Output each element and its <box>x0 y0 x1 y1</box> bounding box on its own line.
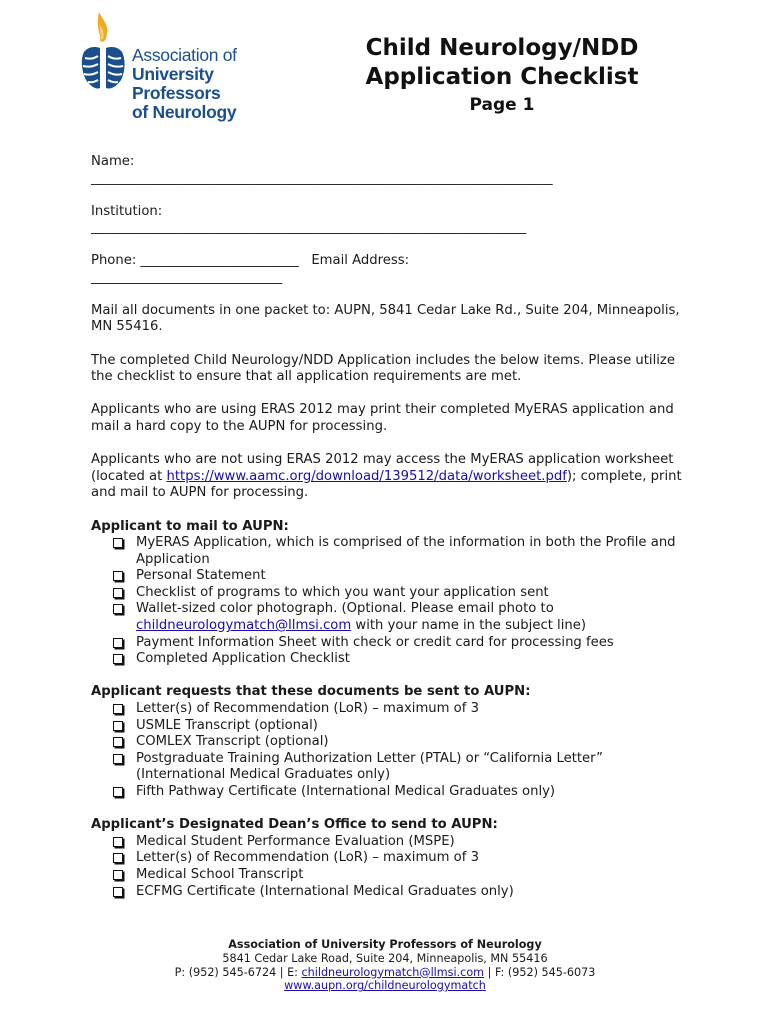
footer-address: 5841 Cedar Lake Road, Suite 204, Minneapolis, MN 55416 <box>222 951 548 965</box>
title-block <box>362 34 642 116</box>
list-item <box>111 701 691 718</box>
footer-contact <box>0 966 770 980</box>
eras-not-text-post: ); complete, print and mail to AUPN for processing. <box>91 468 682 501</box>
phone-email-row <box>91 253 691 270</box>
logo-line-1: Association of <box>132 45 237 65</box>
eras-using-note: Applicants who are using ERAS 2012 may print their completed MyERAS application and mail a hard copy to the AUPN for processing. <box>91 402 674 434</box>
checkbox-icon[interactable] <box>113 853 123 863</box>
list-item <box>111 751 691 784</box>
item-label: Postgraduate Training Authorization Letter (PTAL) or “California Letter” (International Medical Graduates only) <box>136 750 603 783</box>
item-label: USMLE Transcript (optional) <box>136 717 318 733</box>
list-item <box>111 535 691 568</box>
list-item <box>111 834 691 851</box>
flame-brain-icon <box>80 10 128 100</box>
requests-checklist <box>91 701 691 801</box>
completed-note: The completed Child Neurology/NDD Application includes the below items. Please utilize the checklist to ensure that all application requirements are met. <box>91 352 675 385</box>
list-item <box>111 651 691 668</box>
item-label: Personal Statement <box>136 568 266 584</box>
phone-field[interactable]: Phone: ________________________ <box>91 253 299 269</box>
list-item <box>111 884 691 901</box>
name-label: Name: <box>91 154 135 169</box>
page-number: Page 1 <box>469 95 535 115</box>
aupn-logo <box>80 10 290 122</box>
footer-fax: | F: (952) 545-6073 <box>484 965 596 979</box>
logo-text <box>132 46 290 122</box>
eras-not-using-note <box>91 452 691 502</box>
footer <box>0 938 770 993</box>
item-label: Letter(s) of Recommendation (LoR) – maximum of 3 <box>136 850 479 866</box>
list-item <box>111 601 691 634</box>
item-label: Wallet-sized color photograph. (Optional. Please email photo to <box>136 601 554 617</box>
email-field[interactable]: _____________________________ <box>91 269 283 285</box>
list-item <box>111 568 691 585</box>
item-label: MyERAS Application, which is comprised of the information in both the Profile and Application <box>136 535 676 567</box>
item-label: Medical School Transcript <box>136 866 304 882</box>
checkbox-icon[interactable] <box>113 837 123 847</box>
item-label: Payment Information Sheet with check or credit card for processing fees <box>136 634 614 650</box>
item-label: COMLEX Transcript (optional) <box>136 734 329 750</box>
eras-not-text-pre: Applicants who are not using ERAS 2012 may access the MyERAS application worksheet (located at <box>91 452 674 484</box>
checkbox-icon[interactable] <box>113 754 123 764</box>
logo-line-2: University Professors <box>132 64 221 103</box>
dean-checklist <box>91 834 691 900</box>
section-heading-requests: Applicant requests that these documents be sent to AUPN: <box>91 684 531 700</box>
checkbox-icon[interactable] <box>113 787 123 797</box>
checkbox-icon[interactable] <box>113 538 123 548</box>
institution-field[interactable]: __________________________________________________________________ <box>91 220 527 236</box>
checkbox-icon[interactable] <box>113 737 123 747</box>
list-item <box>111 784 691 801</box>
list-item <box>111 734 691 751</box>
footer-org: Association of University Professors of Neurology <box>228 938 542 951</box>
item-label: Medical Student Performance Evaluation (MSPE) <box>136 833 455 849</box>
document-body <box>91 154 691 917</box>
item-label: Checklist of programs to which you want your application sent <box>136 584 549 600</box>
item-label: Completed Application Checklist <box>136 651 350 667</box>
checkbox-icon[interactable] <box>113 887 123 897</box>
institution-label: Institution: <box>91 203 163 219</box>
checkbox-icon[interactable] <box>113 604 123 614</box>
list-item <box>111 585 691 602</box>
page-title-line-1: Child Neurology/NDD <box>365 35 639 61</box>
checkbox-icon[interactable] <box>113 638 123 648</box>
worksheet-link[interactable]: https://www.aamc.org/download/139512/data/worksheet.pdf <box>166 468 567 484</box>
email-label: Email Address: <box>311 253 410 269</box>
checkbox-icon[interactable] <box>113 721 123 731</box>
page-title-line-2: Application Checklist <box>365 64 639 90</box>
footer-email-link[interactable]: childneurologymatch@llmsi.com <box>301 965 485 979</box>
mail-instructions: Mail all documents in one packet to: AUPN, 5841 Cedar Lake Rd., Suite 204, Minneapolis, MN 55416. <box>91 302 680 335</box>
checkbox-icon[interactable] <box>113 571 123 581</box>
section-heading-applicant: Applicant to mail to AUPN: <box>91 518 289 534</box>
name-field[interactable]: ______________________________________________________________________ <box>91 170 553 186</box>
item-label: Letter(s) of Recommendation (LoR) – maximum of 3 <box>136 701 479 717</box>
item-label: ECFMG Certificate (International Medical Graduates only) <box>136 883 514 899</box>
list-item <box>111 850 691 867</box>
footer-phone: P: (952) 545-6724 | E: <box>174 965 302 979</box>
checkbox-icon[interactable] <box>113 870 123 880</box>
list-item <box>111 635 691 652</box>
list-item <box>111 718 691 735</box>
item-label: with your name in the subject line) <box>351 618 586 634</box>
checkbox-icon[interactable] <box>113 588 123 598</box>
photo-email-link[interactable]: childneurologymatch@llmsi.com <box>136 618 352 634</box>
list-item <box>111 867 691 884</box>
section-heading-dean: Applicant’s Designated Dean’s Office to send to AUPN: <box>91 817 498 833</box>
logo-line-3: of Neurology <box>132 102 237 122</box>
applicant-checklist <box>91 535 691 668</box>
item-label: Fifth Pathway Certificate (International Medical Graduates only) <box>136 784 556 799</box>
checkbox-icon[interactable] <box>113 704 123 714</box>
footer-website-link[interactable]: www.aupn.org/childneurologymatch <box>284 979 486 993</box>
checkbox-icon[interactable] <box>113 654 123 664</box>
